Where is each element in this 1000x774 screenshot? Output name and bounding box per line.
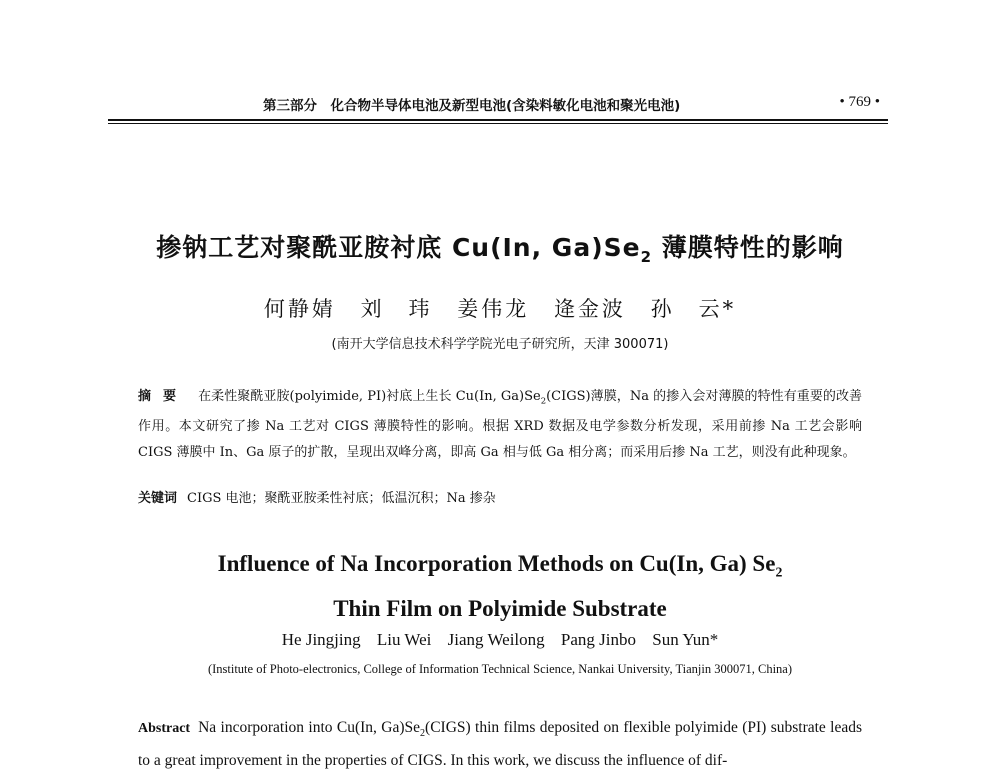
authors-english: [0, 630, 1000, 650]
affiliation-chinese: (南开大学信息技术科学学院光电子研究所，天津 300071): [331, 337, 669, 352]
author-cn: 何静婧: [263, 297, 336, 321]
author-cn: 逄金波: [553, 297, 626, 321]
author-cn: 刘 玮: [360, 297, 433, 321]
authors-chinese: [0, 293, 1000, 323]
affiliation-english: (Institute of Photo-electronics, College of Information Technical Science, Nankai University, Tianjin 300071, China): [207, 662, 793, 676]
author-en: He Jingjing: [281, 630, 361, 649]
keywords-chinese: 关键词 CIGS 电池；聚酰亚胺柔性衬底；低温沉积；Na 掺杂: [138, 491, 496, 506]
header-rule-thick: [108, 119, 888, 121]
header-rule-thin: [108, 123, 888, 124]
header-section-title: 第三部分 化合物半导体电池及新型电池(含染料敏化电池和聚光电池): [263, 98, 681, 114]
author-en: Liu Wei: [376, 630, 432, 649]
abstract-english: Abstract Na incorporation into Cu(In, $Ga)Se_2(CIGS)$ thin films deposited on flexible polyimide (PI) substrate leads to a great improvement in the properties of CIGS. In this work, we discuss the influence of dif-: [138, 719, 862, 770]
author-en: Sun Yun*: [652, 630, 719, 649]
author-cn: 姜伟龙: [457, 297, 530, 321]
running-header: [108, 94, 888, 116]
abstract-cn-label: 摘要: [138, 389, 189, 404]
abstract-chinese: 摘要 在柔性聚酰亚胺(polyimide, PI)衬底上生长 Cu(In, $Ga)Se_2(CIGS)$薄膜，Na 的掺入会对薄膜的特性有重要的改善作用。本文研究了掺 Na 工艺对 CIGS 薄膜特性的影响。根据 XRD 数据及电学参数分析发现，采用前掺 Na 工艺会影响 CIGS 薄膜中 In、Ga 原子的扩散，呈现出双峰分离，即高 Ga 相与低 Ga 相分离；而采用后掺 Na 工艺，则没有此种现象。: [138, 389, 863, 460]
title-english: [0, 546, 1000, 627]
abstract-en-label: Abstract: [138, 721, 191, 736]
page-number: • 769 •: [839, 94, 880, 110]
author-cn: 孙 云*: [650, 297, 737, 321]
title-en-line2: Thin Film on Polyimide Substrate: [333, 595, 667, 621]
author-en: Jiang Weilong: [447, 630, 545, 649]
keywords-cn-label: 关键词: [138, 491, 178, 506]
title-chinese: 掺钠工艺对聚酰亚胺衬底 Cu(In, $Ga)Se_2$ 薄膜特性的影响: [156, 233, 844, 266]
title-en-line1: Influence of Na Incorporation Methods on Cu(In, Ga) $Se_2$: [217, 551, 783, 580]
author-en: Pang Jinbo: [560, 630, 636, 649]
